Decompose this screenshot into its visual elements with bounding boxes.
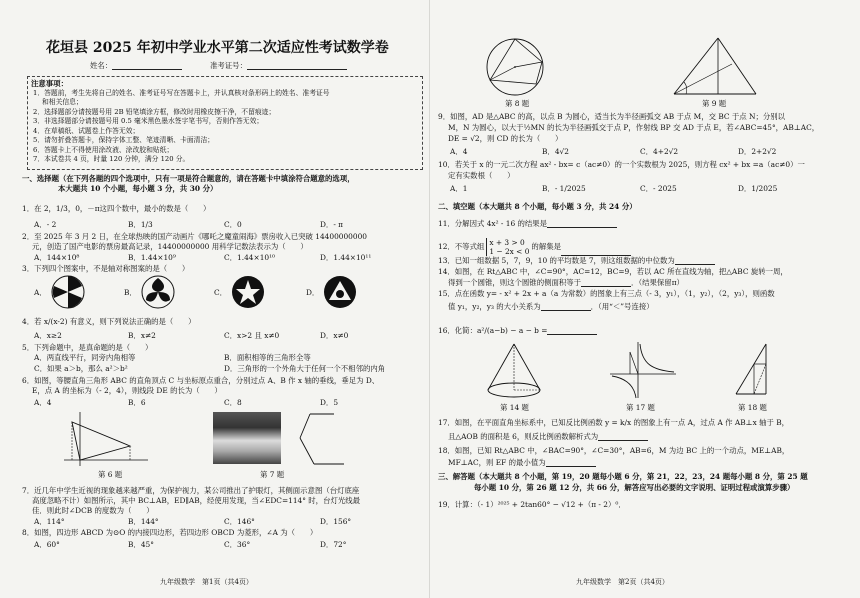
q4-option-d: D．x≠0: [320, 331, 349, 340]
q9-option-b: B．4√2: [542, 147, 569, 156]
q10-option-c: C．- 2025: [640, 184, 677, 193]
name-label: 姓名：: [90, 61, 182, 70]
q3-pattern-b-icon: [140, 274, 176, 310]
q5-option-c: C．如果 a＞b，那么 a²＞b²: [34, 364, 128, 373]
question-1: 1．在 2，1/3，0，－π这四个数中，最小的数是（ ）: [22, 204, 211, 213]
figure-8-caption: 第 8 题: [505, 99, 530, 108]
q9-option-a: A．4: [450, 147, 468, 156]
question-10-line1: 10．若关于 x 的一元二次方程 ax² - bx= c（ac≠0）的一个实数根为 2025，则方程 cx² + bx =a（ac≠0）一: [438, 160, 805, 169]
q3-pattern-d-icon: [322, 274, 358, 310]
question-2-line1: 2．至 2025 年 3 月 2 日，在全球热映的国产动画片《哪吒之魔童闹海》票房收入已突破 14400000000: [22, 232, 367, 241]
q5-option-a: A．两直线平行，同旁内角相等: [34, 353, 136, 362]
question-14-line1: 14．如图，在 Rt△ABC 中，∠C=90°，AC=12，BC=9，若以 AC 所在直线为轴，把△ABC 旋转一周，: [438, 267, 788, 276]
q7-option-b: B．144°: [128, 517, 159, 526]
question-13: 13．已知一组数据 5，7，9，10 的平均数是 7，则这组数据的中位数为: [438, 256, 715, 265]
q6-option-a: A．4: [34, 398, 52, 407]
question-15-line2: 值 y₁，y₂，y₃ 的大小关系为 ．（用“＜”号连接）: [448, 302, 654, 311]
q6-option-c: C．8: [224, 398, 242, 407]
notes-title: 注意事项：: [31, 79, 68, 88]
section-1-heading: 一、选择题（在下列各题的四个选项中，只有一项是符合题意的，请在答题卡中填涂符合题意的选项，: [22, 174, 355, 183]
q6-option-b: B．6: [128, 398, 146, 407]
q2-option-d: D．1.44×10¹¹: [320, 253, 372, 262]
figure-7-caption: 第 7 题: [260, 470, 285, 479]
question-14-line2: 得到一个圆锥，则这个圆锥的侧面积等于 ．（结果保留π）: [448, 278, 684, 287]
section-3-subheading: 每小题 10 分，第 26 题 12 分，共 66 分，解答应写出必要的文字说明、证明过程或演算步骤）: [474, 483, 795, 492]
question-8: 8．如图，四边形 ABCD 为⊙O 的内接四边形，若四边形 OBCD 为菱形，∠A 为（ ）: [22, 528, 318, 537]
question-3: 3．下列四个图案中，不是轴对称图案的是（ ）: [22, 264, 190, 273]
question-12: 12．不等式组 x + 3 > 0 1 − 2x < 0的解集是: [438, 238, 631, 256]
q10-option-b: B．- 1/2025: [542, 184, 586, 193]
q6-option-d: D．5: [320, 398, 339, 407]
question-4: 4．若 x/(x-2) 有意义，则下列说法正确的是（ ）: [22, 317, 196, 326]
page-2: [430, 0, 860, 598]
q1-option-a: A．- 2: [34, 220, 57, 229]
question-9-line1: 9．如图，AD 是△ABC 的高，以点 B 为圆心，适当长为半径画弧交 AB 于点 M，交 BC 于点 N；分别以: [438, 112, 786, 121]
figure-14-cone-diagram: [484, 340, 544, 400]
figure-8-circle-diagram: [480, 36, 550, 98]
q1-option-c: C．0: [224, 220, 242, 229]
figure-9-triangle-diagram: [670, 34, 760, 98]
note-7: 7．本试卷共 4 页，时量 120 分钟，满分 120 分。: [33, 155, 190, 163]
question-15-line1: 15．点在函数 y= - x² + 2x + a（a 为常数）的图象上有三点（- 3，y₁），（1，y₂），（2，y₃），则函数: [438, 289, 775, 298]
q12-inequality-top: x + 3 > 0: [489, 238, 525, 247]
q10-option-a: A．1: [450, 184, 468, 193]
q7-option-d: D．156°: [320, 517, 352, 526]
note-2: 2．选择题部分请按题号用 2B 铅笔填涂方框，修改时用橡皮擦干净，不留痕迹；: [33, 108, 276, 116]
q3-pattern-c-icon: [230, 274, 266, 310]
figure-17-hyperbola-diagram: [608, 340, 678, 400]
q3-option-c: C．: [214, 288, 228, 297]
q4-option-a: A．x≥2: [34, 331, 62, 340]
question-7-line2: 高度忽略不计）如图所示，其中 BC⊥AB，ED∥AB，经使用发现，当∠EDC=114° 时，台灯光线最: [32, 496, 361, 505]
question-6-line1: 6．如图，等腰直角三角形 ABC 的直角顶点 C 与坐标原点重合，分别过点 A、B 作 x 轴的垂线，垂足为 D、: [22, 376, 380, 385]
figure-18-caption: 第 18 题: [738, 403, 767, 412]
figure-17-caption: 第 17 题: [626, 403, 655, 412]
question-19: 19．计算：（- 1）²⁰²⁵ + 2tan60° − √12 +（π - 2）⁰．: [438, 500, 626, 509]
question-17-line1: 17．如图，在平面直角坐标系中，已知反比例函数 y = k/x 的图象上有一点 A，过点 A 作 AB⊥x 轴于 B，: [438, 418, 790, 427]
figure-6-caption: 第 6 题: [98, 470, 123, 479]
question-9-line3: DE = √2，则 CD 的长为（ ）: [448, 134, 563, 143]
question-18-line2: MF⊥AC，则 EF 的最小值为: [448, 458, 596, 467]
figure-9-caption: 第 9 题: [702, 99, 727, 108]
note-5: 5．请勿折叠答题卡，保持字体工整、笔迹清晰、卡面清洁；: [33, 136, 215, 144]
figure-6-triangle-diagram: [60, 410, 150, 468]
figure-14-caption: 第 14 题: [500, 403, 529, 412]
question-7-line1: 7．近几年中学生近视的现象越来越严重，为保护视力，某公司推出了护眼灯，其侧面示意图（台灯底座: [22, 486, 360, 495]
question-2-line2: 元，创造了国产电影的票房最高记录，14400000000 用科学记数法表示为（ ）: [32, 242, 308, 251]
q2-option-c: C．1.44×10¹⁰: [224, 253, 276, 262]
q3-option-d: D．: [306, 288, 320, 297]
q8-option-a: A．60°: [34, 540, 60, 549]
figure-7-photo: [213, 412, 281, 464]
q3-option-a: A．: [34, 288, 47, 297]
question-9-line2: M，N 为圆心，以大于½MN 的长为半径画弧交于点 P，作射线 BP 交 AD 于点 E，若∠ABC=45°，AB⊥AC，: [448, 123, 820, 132]
q3-pattern-a-icon: [50, 274, 86, 310]
q2-option-b: B．1.44×10⁹: [128, 253, 176, 262]
question-16: 16．化简：a²/(a−b) − a − b =: [438, 326, 597, 335]
question-10-line2: 定有实数根（ ）: [448, 171, 515, 180]
note-1b: 和相关信息；: [42, 98, 83, 106]
figure-18-triangle-diagram: [726, 340, 786, 400]
id-label: 准考证号：: [210, 61, 347, 70]
q5-option-d: D．三角形的一个外角大于任何一个不相邻的内角: [224, 364, 386, 373]
question-5: 5．下列命题中，是真命题的是（ ）: [22, 343, 153, 352]
note-6: 6．答题卡上不得使用涂改液、涂改胶和贴纸；: [33, 146, 174, 154]
question-17-line2: 且△AOB 的面积是 6，则反比例函数解析式为: [448, 432, 648, 441]
q8-option-c: C．36°: [224, 540, 251, 549]
page-1-footer: 九年级数学 第1页（共4页）: [160, 578, 253, 586]
q9-option-d: D．2+2√2: [738, 147, 777, 156]
q8-option-b: B．45°: [128, 540, 154, 549]
question-11: 11．分解因式 4x² - 16 的结果是: [438, 219, 617, 228]
question-7-line3: 佳．则此时∠DCB 的度数为（ ）: [32, 506, 154, 515]
question-18-line1: 18．如图，已知 Rt△ABC 中，∠BAC=90°，∠C=30°，AB=6，M 为边 BC 上的一个动点，ME⊥AB，: [438, 446, 790, 455]
section-3-heading: 三、解答题（本大题共 8 个小题，第 19，20 题每小题 6 分，第 21，22，23，24 题每小题 8 分，第 25 题: [438, 472, 808, 481]
q4-option-b: B．x≠2: [128, 331, 156, 340]
note-4: 4．在草稿纸、试题卷上作答无效；: [33, 127, 140, 135]
note-1: 1．答题前，考生先将自己的姓名、准考证号写在答题卡上，并认真核对条形码上的姓名、准考证号: [33, 89, 330, 97]
q5-option-b: B．面积相等的三角形全等: [224, 353, 311, 362]
q7-option-c: C．146°: [224, 517, 255, 526]
section-2-heading: 二、填空题（本大题共 8 个小题，每小题 3 分，共 24 分）: [438, 202, 637, 211]
exam-title: 花垣县 2025 年初中学业水平第二次适应性考试数学卷: [46, 40, 389, 56]
question-6-line2: E，点 A 的坐标为（- 2，4），则线段 DE 的长为（ ）: [32, 386, 222, 395]
q4-option-c: C．x>2 且 x≠0: [224, 331, 280, 340]
note-3: 3．非选择题部分请按题号用 0.5 毫米黑色墨水签字笔书写，否则作答无效；: [33, 117, 264, 125]
q12-inequality-bottom: 1 − 2x < 0: [489, 247, 530, 256]
section-1-subheading: 本大题共 10 个小题，每小题 3 分，共 30 分）: [58, 184, 218, 193]
q10-option-d: D．1/2025: [738, 184, 778, 193]
figure-7-lamp-diagram: [296, 410, 346, 468]
q7-option-a: A．114°: [34, 517, 65, 526]
q8-option-d: D．72°: [320, 540, 347, 549]
q9-option-c: C．4+2√2: [640, 147, 679, 156]
q2-option-a: A．144×10⁸: [34, 253, 80, 262]
q3-option-b: B．: [124, 288, 137, 297]
page-2-footer: 九年级数学 第2页（共4页）: [576, 578, 669, 586]
q1-option-b: B．1/3: [128, 220, 153, 229]
q1-option-d: D．- π: [320, 220, 344, 229]
